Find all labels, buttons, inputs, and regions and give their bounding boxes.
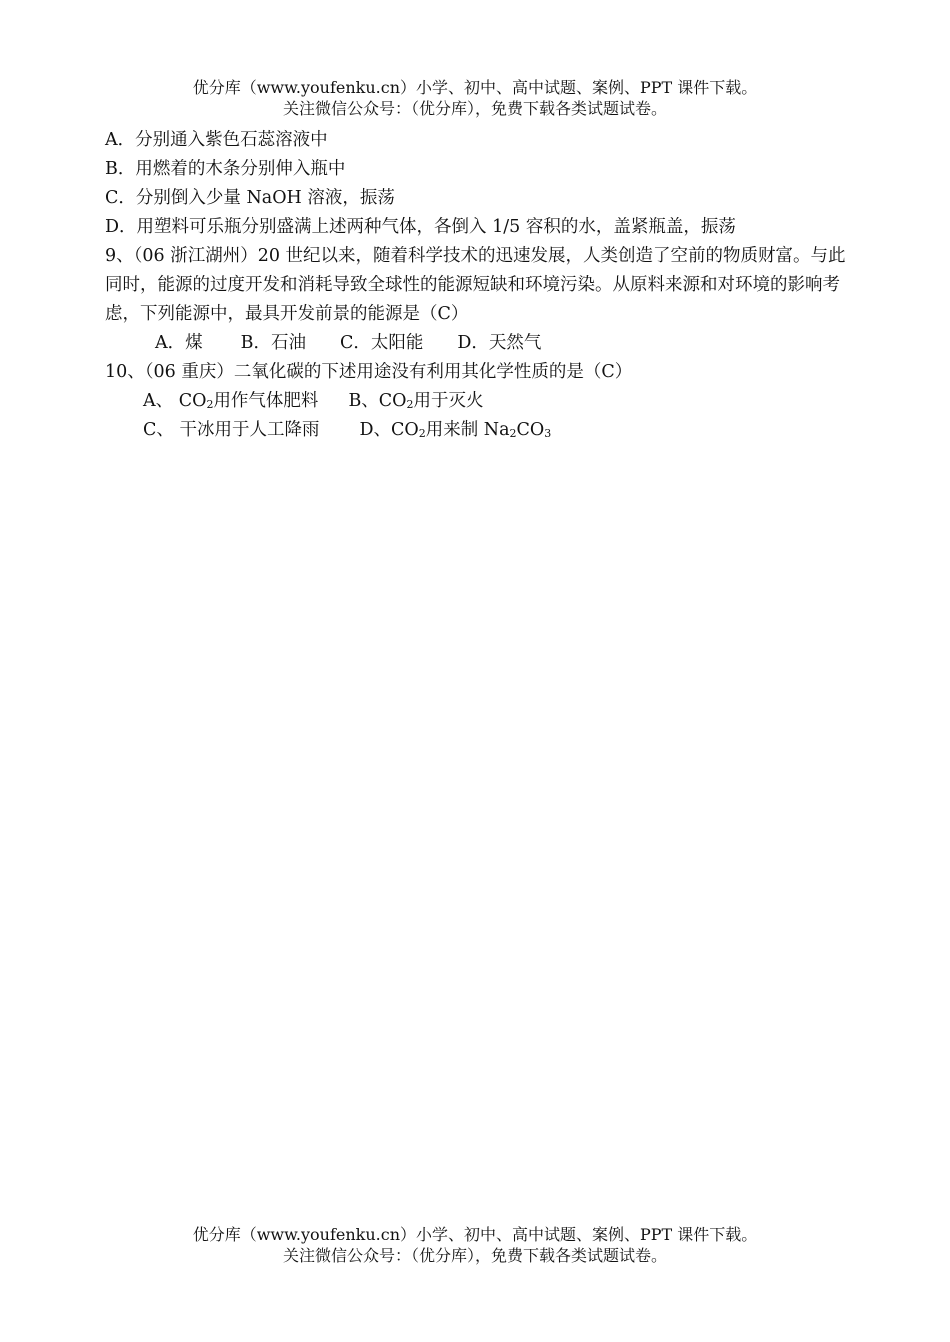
q10-option-d [359, 420, 551, 440]
header-line-2: 关注微信公众号：（优分库），免费下载各类试题试卷。 [282, 99, 667, 118]
page-footer [0, 1224, 950, 1266]
q10-option-b-text: B、CO [348, 391, 407, 411]
subscript: 2 [206, 398, 214, 411]
q10-option-c: C、 干冰用于人工降雨 [143, 420, 320, 440]
q10-option-a [143, 391, 318, 411]
q10-option-a-text: A、 CO [143, 391, 207, 411]
q8-option-d: D．用塑料可乐瓶分别盛满上述两种气体，各倒入 1/5 容积的水，盖紧瓶盖，振荡 [105, 217, 736, 237]
q10-options-row-1 [105, 387, 850, 416]
subscript: 2 [406, 398, 414, 411]
subscript: 2 [509, 427, 517, 440]
q9-stem: 9、（06 浙江湖州）20 世纪以来，随着科学技术的迅速发展，人类创造了空前的物质财富。与此同时，能源的过度开发和消耗导致全球性的能源短缺和环境污染。从原料来源和对环境的影响考虑，下列能源中，最具开发前景的能源是（C） [105, 246, 846, 324]
q10-option-d-text: D、CO [359, 420, 419, 440]
header-line-1: 优分库（www.youfenku.cn）小学、初中、高中试题、案例、PPT 课件下载。 [192, 78, 758, 97]
q10-option-b-suffix: 用于灭火 [413, 391, 484, 411]
footer-line-2: 关注微信公众号：（优分库），免费下载各类试题试卷。 [282, 1246, 667, 1265]
q9-option-b: B．石油 [240, 333, 307, 353]
q10-option-a-suffix: 用作气体肥料 [213, 391, 319, 411]
q10-option-d-mid: 用来制 Na [425, 420, 510, 440]
subscript: 3 [544, 427, 552, 440]
question-content [105, 126, 850, 445]
q8-option-b: B．用燃着的木条分别伸入瓶中 [105, 159, 346, 179]
q10-options-row-2 [105, 416, 850, 445]
q8-option-a: A．分别通入紫色石蕊溶液中 [105, 130, 328, 150]
q10-stem: 10、（06 重庆）二氧化碳的下述用途没有利用其化学性质的是（C） [105, 362, 633, 382]
q10-option-b [348, 391, 483, 411]
subscript: 2 [418, 427, 426, 440]
q9-options [105, 329, 850, 358]
q9-option-a: A．煤 [155, 333, 203, 353]
q9-option-d: D．天然气 [457, 333, 542, 353]
q10-option-d-mid2: CO [516, 420, 545, 440]
q8-option-c: C．分别倒入少量 NaOH 溶液，振荡 [105, 188, 395, 208]
page-header [0, 77, 950, 119]
q9-option-c: C．太阳能 [340, 333, 424, 353]
footer-line-1: 优分库（www.youfenku.cn）小学、初中、高中试题、案例、PPT 课件下载。 [192, 1225, 758, 1244]
